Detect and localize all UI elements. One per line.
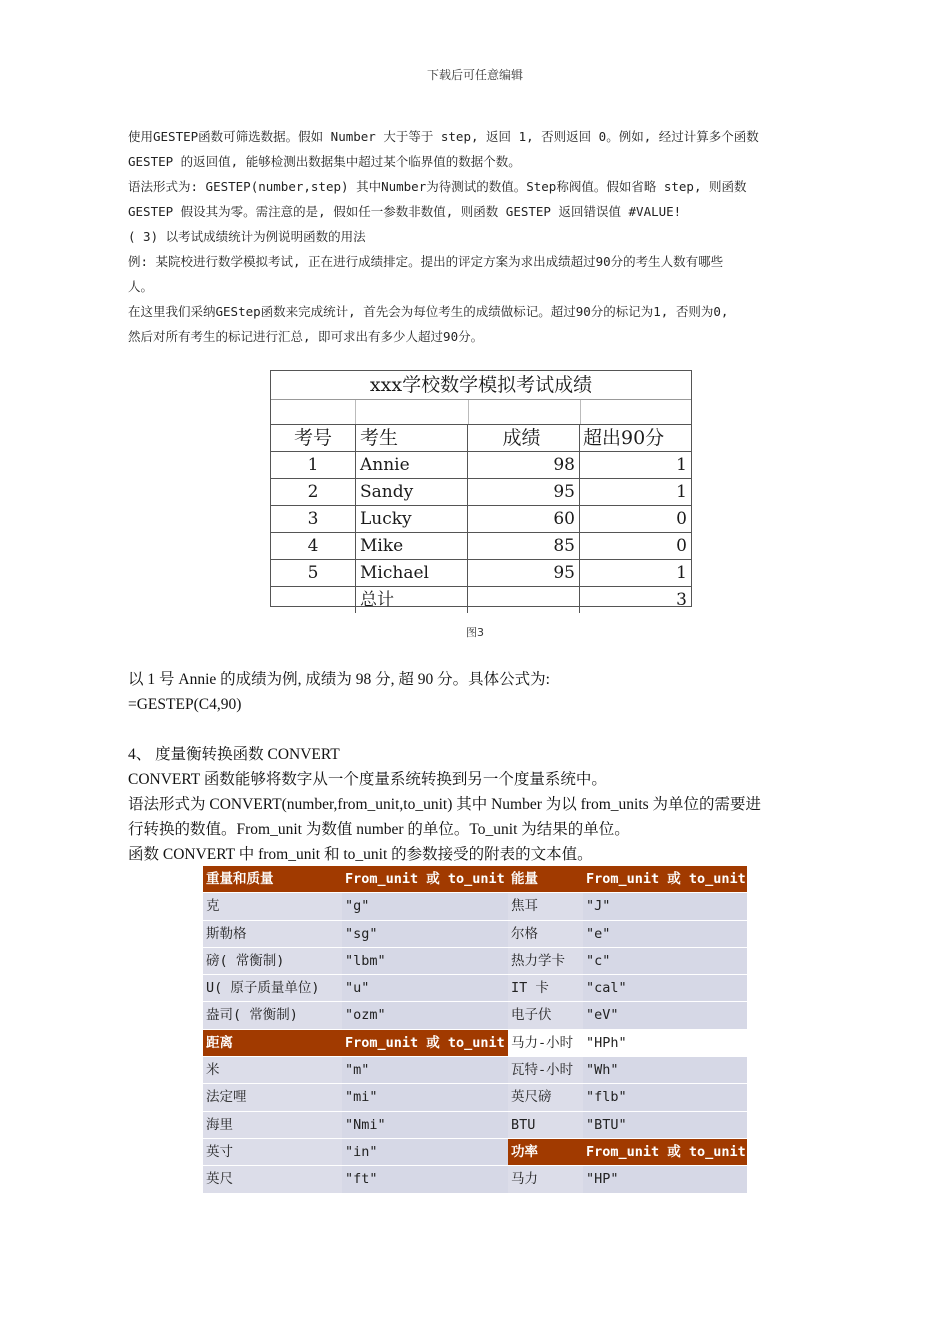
table-cell: 克 xyxy=(203,893,342,920)
table-cell: Lucky xyxy=(356,506,468,532)
convert-paragraph xyxy=(128,742,828,867)
text-line: 使用GESTEP函数可筛选数据。假如 Number 大于等于 step, 返回 1, 否则返回 0。例如, 经过计算多个函数 xyxy=(128,129,759,144)
table-cell: "Wh" xyxy=(583,1057,747,1084)
text-line: 然后对所有考生的标记进行汇总, 即可求出有多少人超过90分。 xyxy=(128,329,484,344)
intro-paragraph xyxy=(128,124,820,349)
table-cell xyxy=(468,587,580,613)
text-line: 例: 某院校进行数学模拟考试, 正在进行成绩排定。提出的评定方案为求出成绩超过90分的考生人数有哪些 xyxy=(128,254,724,269)
table-row xyxy=(203,1112,747,1139)
table-cell: "flb" xyxy=(583,1084,747,1111)
text-line: =GESTEP(C4,90) xyxy=(128,696,242,713)
table-cell: "ozm" xyxy=(342,1002,508,1029)
table-cell: "cal" xyxy=(583,975,747,1002)
table-row xyxy=(271,506,691,533)
table-cell: 斯勒格 xyxy=(203,921,342,948)
table-header-cell: From_unit 或 to_unit xyxy=(583,866,747,893)
table-cell: 0 xyxy=(676,536,687,556)
table-row xyxy=(203,1139,747,1166)
text-line: 函数 CONVERT 中 from_unit 和 to_unit 的参数接受的附表的文本值。 xyxy=(128,846,593,863)
text-line: 行转换的数值。From_unit 为数值 number 的单位。To_unit 为结果的单位。 xyxy=(128,821,630,838)
table-row xyxy=(203,1084,747,1111)
text-line: 语法形式为 CONVERT(number,from_unit,to_unit) 其中 Number 为以 from_units 为单位的需要进 xyxy=(128,796,762,813)
table-row xyxy=(203,975,747,1002)
table-cell: "J" xyxy=(583,893,747,920)
exam-table-header-row xyxy=(271,425,691,452)
table-cell: 尔格 xyxy=(508,921,583,948)
table-cell: IT 卡 xyxy=(508,975,583,1002)
table-cell: "in" xyxy=(342,1139,508,1166)
table-cell: 2 xyxy=(271,479,356,505)
table-row xyxy=(203,866,747,893)
table-header-cell: 能量 xyxy=(508,866,583,893)
text-line: 语法形式为: GESTEP(number,step) 其中Number为待测试的数值。Step称阀值。假如省略 step, 则函数 xyxy=(128,179,747,194)
header-cell: 考生 xyxy=(356,425,468,451)
text-line: ( 3) 以考试成绩统计为例说明函数的用法 xyxy=(128,229,366,244)
table-cell: "HPh" xyxy=(583,1030,747,1057)
table-cell: "eV" xyxy=(583,1002,747,1029)
table-cell: 焦耳 xyxy=(508,893,583,920)
convert-units-table xyxy=(203,866,747,1194)
table-cell: 1 xyxy=(271,452,356,478)
header-cell: 成绩 xyxy=(468,425,580,451)
table-cell: 米 xyxy=(203,1057,342,1084)
table-cell: 1 xyxy=(676,563,687,583)
table-cell: "u" xyxy=(342,975,508,1002)
table-cell: "e" xyxy=(583,921,747,948)
table-cell: Mike xyxy=(356,533,468,559)
table-header-cell: 功率 xyxy=(508,1139,583,1166)
formula-paragraph xyxy=(128,667,828,717)
table-row xyxy=(271,587,691,613)
table-cell: "Nmi" xyxy=(342,1112,508,1139)
table-cell: Sandy xyxy=(356,479,468,505)
table-row xyxy=(271,452,691,479)
table-cell: 60 xyxy=(468,506,580,532)
table-row xyxy=(203,1030,747,1057)
table-cell: 英寸 xyxy=(203,1139,342,1166)
table-row xyxy=(203,1166,747,1193)
table-cell: 95 xyxy=(468,479,580,505)
table-cell: 3 xyxy=(271,506,356,532)
figure-caption: 图3 xyxy=(466,626,484,639)
table-row xyxy=(203,921,747,948)
table-cell: U( 原子质量单位) xyxy=(203,975,342,1002)
table-row xyxy=(271,560,691,587)
table-header-cell: 重量和质量 xyxy=(203,866,342,893)
text-line: CONVERT 函数能够将数字从一个度量系统转换到另一个度量系统中。 xyxy=(128,771,607,788)
table-cell: 热力学卡 xyxy=(508,948,583,975)
text-line: GESTEP 假设其为零。需注意的是, 假如任一参数非数值, 则函数 GESTEP 返回错误值 #VALUE! xyxy=(128,204,682,219)
table-cell: 总计 xyxy=(356,587,468,613)
table-cell: "mi" xyxy=(342,1084,508,1111)
table-header-cell: 距离 xyxy=(203,1030,342,1057)
text-line: 人。 xyxy=(128,279,154,294)
table-cell: Michael xyxy=(356,560,468,586)
header-cell: 超出90分 xyxy=(583,427,665,449)
table-cell: Annie xyxy=(356,452,468,478)
table-cell: 法定哩 xyxy=(203,1084,342,1111)
table-cell: "c" xyxy=(583,948,747,975)
table-cell: "lbm" xyxy=(342,948,508,975)
table-cell: 1 xyxy=(676,482,687,502)
table-header-cell: From_unit 或 to_unit xyxy=(583,1139,747,1166)
table-row xyxy=(203,1057,747,1084)
table-header-cell: From_unit 或 to_unit xyxy=(342,866,508,893)
text-line: 以 1 号 Annie 的成绩为例, 成绩为 98 分, 超 90 分。具体公式为: xyxy=(128,671,550,688)
exam-score-table xyxy=(270,370,692,610)
text-line: GESTEP 的返回值, 能够检测出数据集中超过某个临界值的数据个数。 xyxy=(128,154,521,169)
table-cell: 电子伏 xyxy=(508,1002,583,1029)
table-cell: "sg" xyxy=(342,921,508,948)
table-row xyxy=(203,948,747,975)
page-header: 下载后可任意编辑 xyxy=(426,68,523,82)
table-cell: 5 xyxy=(271,560,356,586)
exam-table-spacer-row xyxy=(271,400,691,425)
table-header-cell: From_unit 或 to_unit xyxy=(342,1030,508,1057)
table-cell: 4 xyxy=(271,533,356,559)
table-cell: 瓦特-小时 xyxy=(508,1057,583,1084)
header-cell: 考号 xyxy=(271,425,356,451)
table-cell: BTU xyxy=(508,1112,583,1139)
table-cell: 马力 xyxy=(508,1166,583,1193)
table-cell: "HP" xyxy=(583,1166,747,1193)
text-line: 4、 度量衡转换函数 CONVERT xyxy=(128,746,340,763)
table-cell: 3 xyxy=(676,590,687,610)
table-cell: 85 xyxy=(468,533,580,559)
table-cell: 海里 xyxy=(203,1112,342,1139)
table-cell: 0 xyxy=(676,509,687,529)
table-cell: "g" xyxy=(342,893,508,920)
table-row xyxy=(271,533,691,560)
table-cell: 磅( 常衡制) xyxy=(203,948,342,975)
table-cell: 英尺 xyxy=(203,1166,342,1193)
table-cell: 1 xyxy=(676,455,687,475)
exam-table-title: xxx学校数学模拟考试成绩 xyxy=(271,371,691,400)
table-cell: 英尺磅 xyxy=(508,1084,583,1111)
table-cell: "m" xyxy=(342,1057,508,1084)
table-cell: 98 xyxy=(468,452,580,478)
table-cell: 95 xyxy=(468,560,580,586)
table-row xyxy=(203,893,747,920)
table-cell: "BTU" xyxy=(583,1112,747,1139)
table-cell xyxy=(271,587,356,613)
text-line: 在这里我们采纳GEStep函数来完成统计, 首先会为每位考生的成绩做标记。超过90分的标记为1, 否则为0, xyxy=(128,304,729,319)
table-cell: 马力-小时 xyxy=(508,1030,583,1057)
table-cell: 盎司( 常衡制) xyxy=(203,1002,342,1029)
table-row xyxy=(203,1002,747,1029)
table-cell: "ft" xyxy=(342,1166,508,1193)
table-row xyxy=(271,479,691,506)
